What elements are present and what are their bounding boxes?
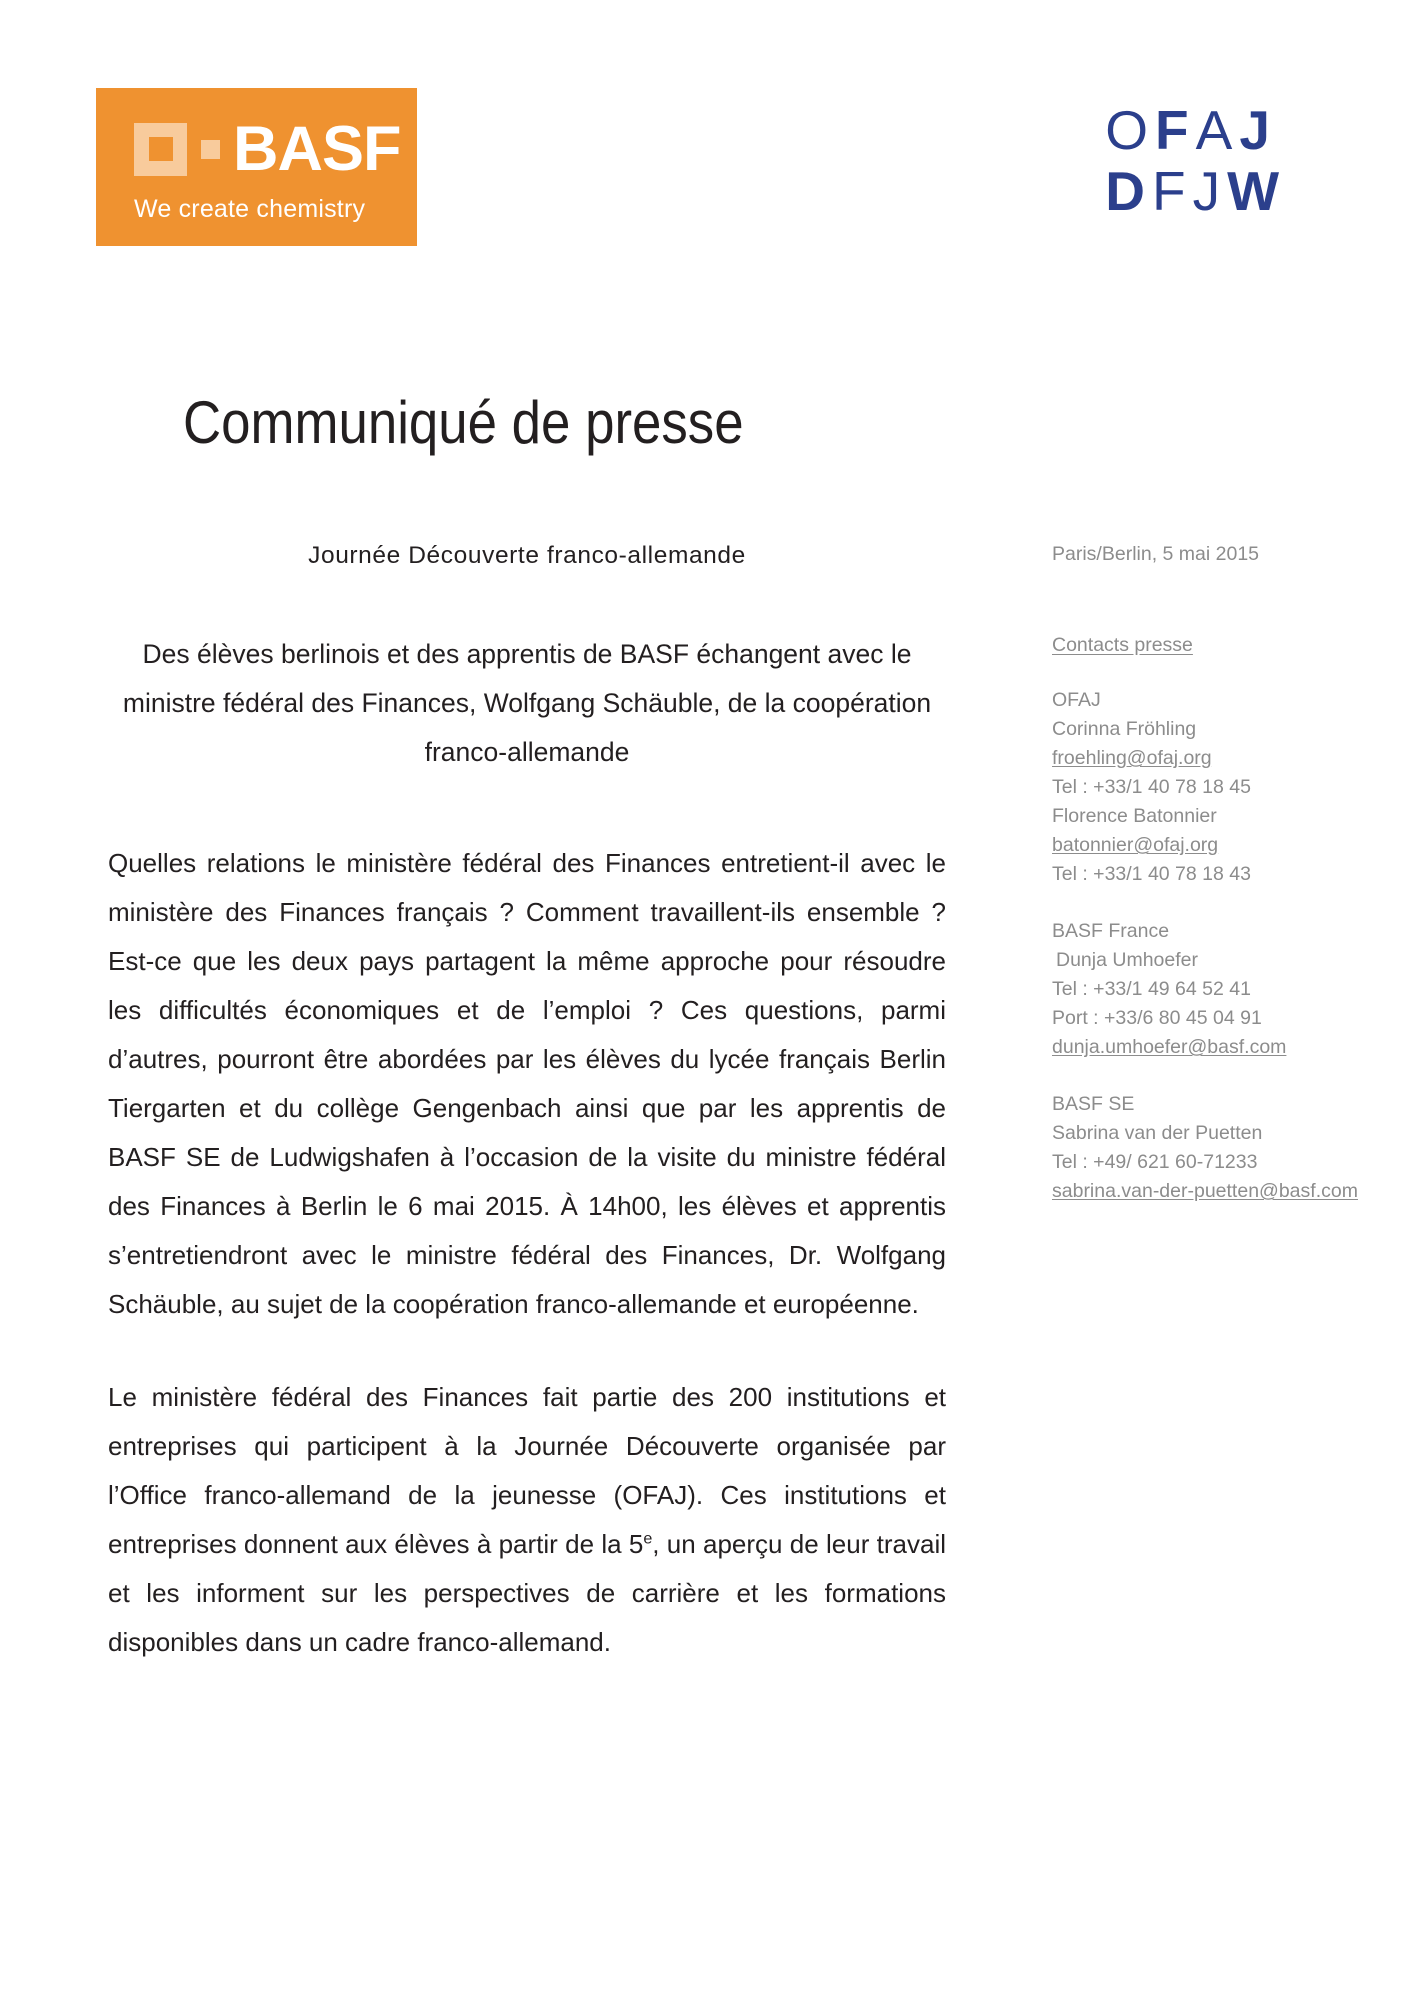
kicker-line: Journée Découverte franco-allemande	[308, 542, 746, 569]
basf-square-icon	[134, 123, 187, 176]
contact-phone: Port : +33/6 80 45 04 91	[1052, 1007, 1262, 1029]
contact-org: BASF SE	[1052, 1093, 1135, 1115]
dfjw-letter-d: D	[1105, 160, 1152, 222]
main-column	[108, 540, 946, 1667]
basf-logo-lockup	[134, 113, 401, 184]
contact-phone: Tel : +49/ 621 60-71233	[1052, 1151, 1258, 1173]
body-paragraph-2-part-b: , un aperçu de leur travail et les informent sur les perspectives de carrière et les formations disponibles dans un cadre franco-allemand.	[108, 1529, 947, 1657]
contact-block-ofaj	[1052, 686, 1352, 889]
grade-ordinal-superscript: e	[643, 1529, 653, 1548]
contact-phone: Tel : +33/1 49 64 52 41	[1052, 978, 1251, 1000]
contact-phone: Tel : +33/1 40 78 18 43	[1052, 863, 1251, 885]
page-title: Communiqué de presse	[183, 389, 744, 457]
contact-org: OFAJ	[1052, 689, 1101, 711]
contact-email-link[interactable]: sabrina.van-der-puetten@basf.com	[1052, 1180, 1358, 1202]
basf-dot-icon	[201, 140, 220, 159]
basf-tagline: We create chemistry	[134, 195, 366, 223]
ofaj-letter-j: J	[1239, 99, 1277, 161]
ofaj-letter-a: A	[1195, 99, 1240, 161]
ofaj-letter-o: O	[1105, 99, 1156, 161]
basf-square-inner-icon	[149, 137, 173, 161]
ofaj-logo-line-2	[1105, 161, 1286, 222]
contacts-heading: Contacts presse	[1052, 634, 1193, 656]
body-paragraph-1: Quelles relations le ministère fédéral des Finances entretient-il avec le ministère des Finances français ? Comment travaillent-ils ensemble ? Est-ce que les deux pays partagent la même approche pour résoudre les difficultés économiques et de l’emploi ? Ces questions, parmi d’autres, pourront être abordées par les élèves du lycée français Berlin Tiergarten et du collège Gengenbach ainsi que par les apprentis de BASF SE de Ludwigshafen à l’occasion de la visite du ministre fédéral des Finances à Berlin le 6 mai 2015. À 14h00, les élèves et apprentis s’entretiendront avec le ministre fédéral des Finances, Dr. Wolfgang Schäuble, au sujet de la coopération franco-allemande et européenne.	[108, 848, 946, 1319]
contact-name: Dunja Umhoefer	[1056, 949, 1198, 971]
contact-block-basf-france	[1052, 917, 1352, 1062]
basf-wordmark: BASF	[233, 113, 401, 184]
ofaj-logo-line-1	[1105, 100, 1286, 161]
sidebar	[1052, 540, 1358, 1206]
contact-email-link[interactable]: batonnier@ofaj.org	[1052, 834, 1219, 856]
body-paragraph-2-part-a: Le ministère fédéral des Finances fait partie des 200 institutions et entreprises qui participent à la Journée Découverte organisée par l’Office franco-allemand de la jeunesse (OFAJ). Ces institutions et entreprises donnent aux élèves à partir de la 5	[108, 1382, 946, 1559]
contact-email-link[interactable]: froehling@ofaj.org	[1052, 747, 1212, 769]
dfjw-letter-f: F	[1151, 160, 1193, 222]
contact-name: Florence Batonnier	[1052, 805, 1217, 827]
contact-phone: Tel : +33/1 40 78 18 45	[1052, 776, 1251, 798]
ofaj-letter-f: F	[1155, 99, 1196, 161]
contact-org: BASF France	[1052, 920, 1170, 942]
headline: Des élèves berlinois et des apprentis de BASF échangent avec le ministre fédéral des Finances, Wolfgang Schäuble, de la coopération franco-allemande	[122, 639, 932, 767]
basf-logo	[96, 88, 417, 246]
dfjw-letter-j: J	[1192, 160, 1228, 222]
ofaj-dfjw-logo	[1105, 100, 1286, 222]
dateline: Paris/Berlin, 5 mai 2015	[1052, 543, 1260, 565]
contact-block-basf-se	[1052, 1090, 1358, 1206]
contact-email-link[interactable]: dunja.umhoefer@basf.com	[1052, 1036, 1287, 1058]
contact-name: Corinna Fröhling	[1052, 718, 1197, 740]
document-header	[0, 0, 1414, 300]
body-paragraph-2	[108, 1373, 946, 1667]
dfjw-letter-w: W	[1227, 160, 1286, 222]
contact-name: Sabrina van der Puetten	[1052, 1122, 1263, 1144]
